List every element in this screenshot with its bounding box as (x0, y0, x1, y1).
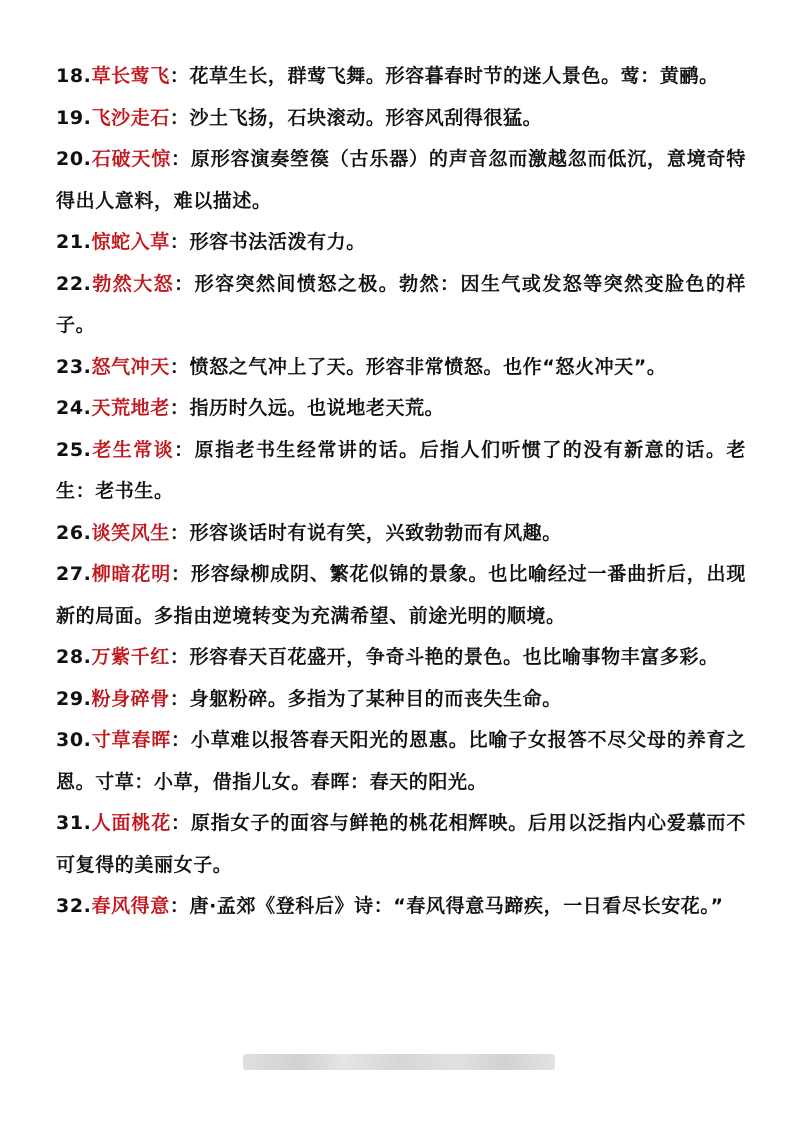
idiom-term: 飞沙走石 (91, 106, 170, 129)
colon: ： (171, 148, 191, 170)
idiom-definition: 形容绿柳成阴、繁花似锦的景象。也比喻经过一番曲折后，出现新的局面。多指由逆境转变为充满希望、前途光明的顺境。 (56, 563, 746, 627)
idiom-term: 老生常谈 (91, 438, 175, 461)
entry-number: 18. (56, 65, 92, 87)
idiom-term: 惊蛇入草 (91, 231, 170, 253)
entry-number: 20. (56, 148, 92, 170)
colon: ： (171, 563, 191, 585)
idiom-term: 万紫千红 (91, 646, 170, 668)
colon: ： (169, 895, 190, 917)
colon: ： (169, 646, 190, 668)
entry-number: 30. (56, 729, 92, 751)
colon: ： (174, 438, 195, 461)
idiom-definition: 形容谈话时有说有笑，兴致勃勃而有风趣。 (189, 521, 562, 544)
entry-number: 28. (56, 646, 92, 668)
idiom-definition: 唐·孟郊《登科后》诗：“春风得意马蹄疾，一日看尽长安花。” (189, 895, 724, 917)
idiom-entry (56, 430, 746, 513)
entry-number: 22. (56, 272, 92, 295)
idiom-term: 怒气冲天 (91, 355, 170, 378)
entry-number: 19. (56, 106, 92, 129)
entry-number: 26. (56, 521, 92, 544)
idiom-entry (56, 98, 746, 140)
idiom-definition: 小草难以报答春天阳光的恩惠。比喻子女报答不尽父母的养育之恩。寸草：小草，借指儿女。春晖：春天的阳光。 (56, 729, 746, 793)
entry-number: 32. (56, 895, 92, 917)
idiom-entry (56, 886, 746, 928)
idiom-entry (56, 554, 746, 637)
idiom-term: 草长莺飞 (91, 65, 170, 87)
colon: ： (169, 521, 190, 544)
colon: ： (169, 355, 190, 378)
idiom-entry (56, 222, 746, 264)
idiom-definition: 愤怒之气冲上了天。形容非常愤怒。也作“怒火冲天”。 (189, 355, 667, 378)
idiom-term: 人面桃花 (91, 812, 172, 834)
entry-number: 21. (56, 231, 92, 253)
idiom-definition: 原形容演奏箜篌（古乐器）的声音忽而激越忽而低沉，意境奇特得出人意料，难以描述。 (56, 148, 746, 212)
idiom-definition: 身躯粉碎。多指为了某种目的而丧失生命。 (189, 687, 562, 710)
idiom-entry (56, 56, 746, 98)
blurred-watermark (243, 1054, 555, 1070)
idiom-definition: 花草生长，群莺飞舞。形容暮春时节的迷人景色。莺：黄鹂。 (189, 65, 719, 87)
idiom-entry (56, 139, 746, 222)
idiom-definition: 指历时久远。也说地老天荒。 (189, 397, 445, 419)
idiom-term: 勃然大怒 (91, 272, 175, 295)
idiom-definition: 形容春天百花盛开，争奇斗艳的景色。也比喻事物丰富多彩。 (189, 646, 719, 668)
entry-number: 25. (56, 438, 92, 461)
idiom-term: 寸草春晖 (91, 729, 172, 751)
idiom-entry (56, 637, 746, 679)
idiom-entry (56, 679, 746, 721)
entry-number: 27. (56, 563, 92, 585)
idiom-entry (56, 264, 746, 347)
idiom-term: 春风得意 (91, 895, 170, 917)
idiom-definition: 原指老书生经常讲的话。后指人们听惯了的没有新意的话。老生：老书生。 (56, 438, 746, 502)
colon: ： (169, 687, 190, 710)
idiom-term: 天荒地老 (91, 397, 170, 419)
idiom-definition: 形容突然间愤怒之极。勃然：因生气或发怒等突然变脸色的样子。 (56, 272, 746, 336)
colon: ： (171, 812, 191, 834)
idiom-definition: 原指女子的面容与鲜艳的桃花相辉映。后用以泛指内心爱慕而不可复得的美丽女子。 (56, 812, 746, 876)
colon: ： (171, 729, 191, 751)
colon: ： (169, 231, 190, 253)
entry-number: 23. (56, 355, 92, 378)
entry-number: 31. (56, 812, 92, 834)
colon: ： (169, 65, 190, 87)
idiom-entry (56, 388, 746, 430)
idiom-term: 粉身碎骨 (91, 687, 170, 710)
idiom-definition: 形容书法活泼有力。 (189, 231, 366, 253)
idiom-entry (56, 513, 746, 555)
idiom-term: 石破天惊 (91, 148, 172, 170)
idiom-definition: 沙土飞扬，石块滚动。形容风刮得很猛。 (189, 106, 543, 129)
entry-number: 29. (56, 687, 92, 710)
idiom-entry (56, 803, 746, 886)
colon: ： (169, 106, 190, 129)
idiom-entry (56, 347, 746, 389)
idiom-list (56, 56, 746, 1031)
idiom-term: 柳暗花明 (91, 563, 172, 585)
idiom-entry (56, 720, 746, 803)
colon: ： (169, 397, 190, 419)
colon: ： (174, 272, 195, 295)
idiom-term: 谈笑风生 (91, 521, 170, 544)
entry-number: 24. (56, 397, 92, 419)
